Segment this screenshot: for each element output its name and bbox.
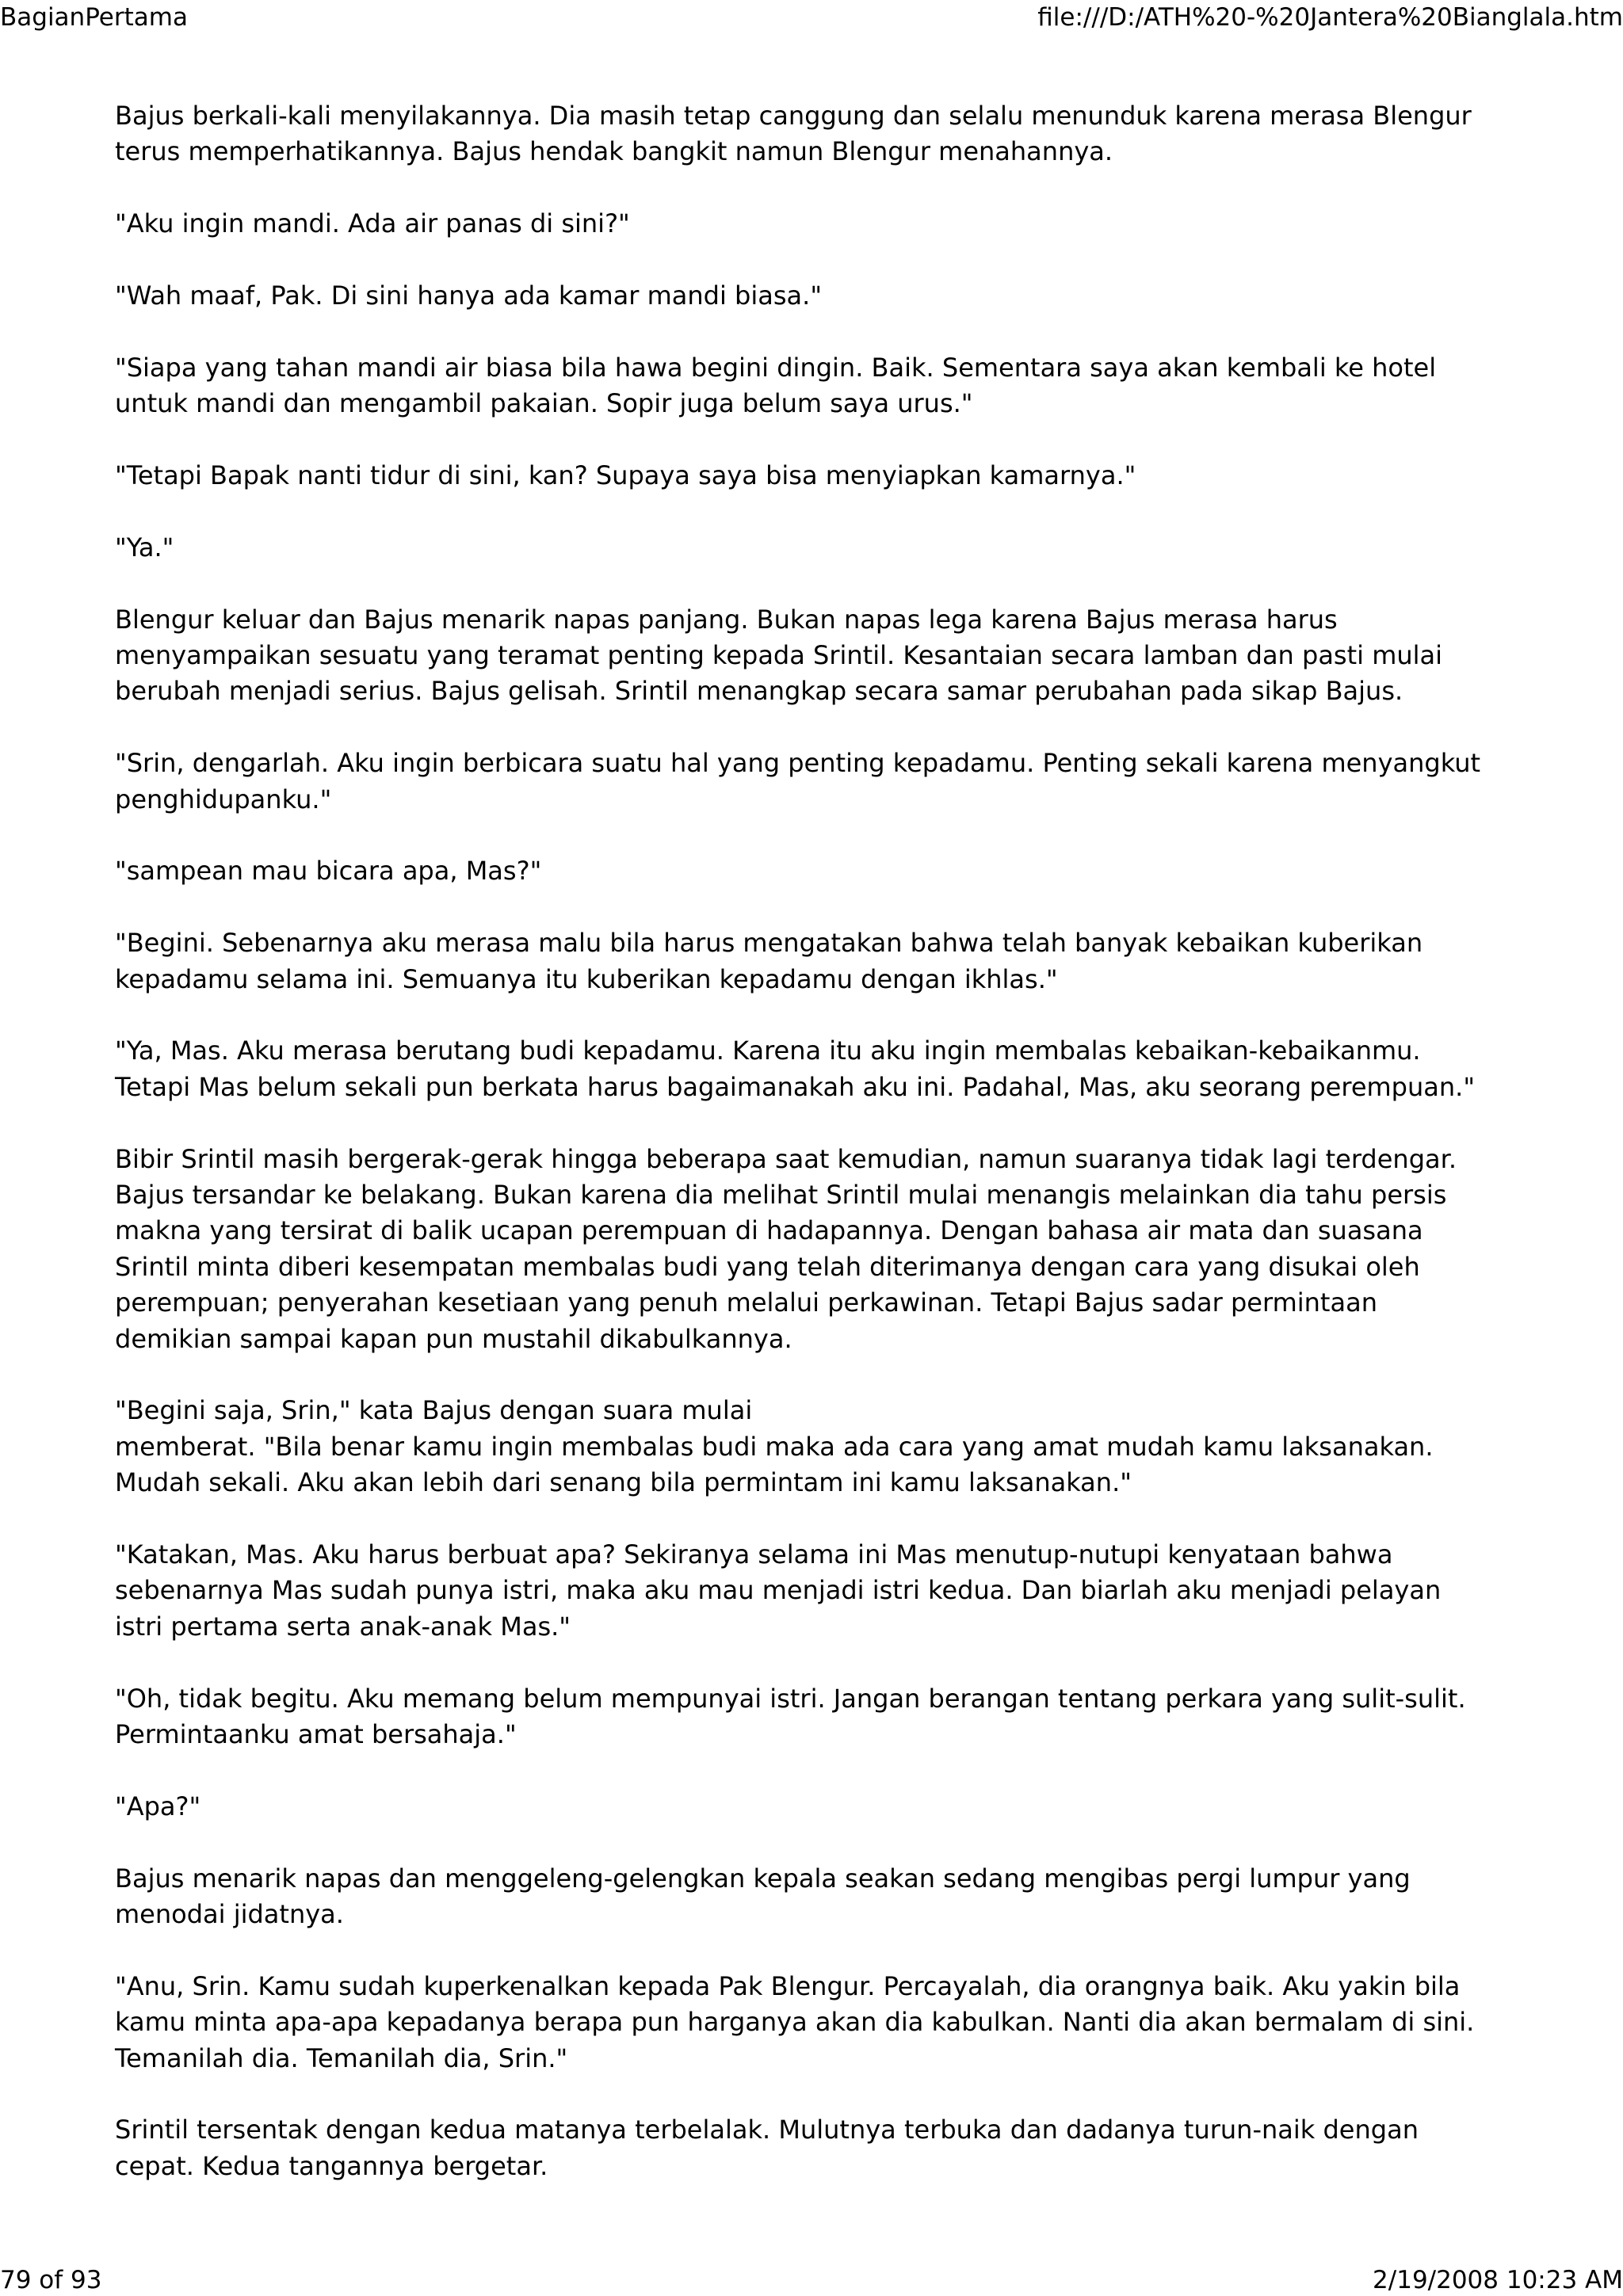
paragraph: Blengur keluar dan Bajus menarik napas panjang. Bukan napas lega karena Bajus merasa harus menyampaikan sesuatu yang teramat penting kepada Srintil. Kesantaian secara lamban dan pasti mulai berubah menjadi serius. Bajus gelisah. Srintil menangkap secara samar perubahan pada sikap Bajus. — [115, 604, 1443, 707]
paragraph: Srintil tersentak dengan kedua matanya terbelalak. Mulutnya terbuka dan dadanya turun-naik dengan cepat. Kedua tangannya bergetar. — [115, 2115, 1419, 2181]
paragraph: "Ya, Mas. Aku merasa berutang budi kepadamu. Karena itu aku ingin membalas kebaikan-kebaikanmu. Tetapi Mas belum sekali pun berkata harus bagaimanakah aku ini. Padahal, Mas, aku seorang perempuan." — [115, 1035, 1476, 1102]
paragraph: "Siapa yang tahan mandi air biasa bila hawa begini dingin. Baik. Sementara saya akan kembali ke hotel untuk mandi dan mengambil pakaian. Sopir juga belum saya urus." — [115, 352, 1437, 419]
paragraph: "Wah maaf, Pak. Di sini hanya ada kamar mandi biasa." — [115, 280, 823, 311]
paragraph: "Ya." — [115, 532, 174, 563]
paragraph: "Begini saja, Srin," kata Bajus dengan suara mulai memberat. "Bila benar kamu ingin membalas budi maka ada cara yang amat mudah kamu laksanakan. Mudah sekali. Aku akan lebih dari senang bila permintam ini kamu laksanakan." — [115, 1395, 1434, 1498]
paragraph: "Begini. Sebenarnya aku merasa malu bila harus mengatakan bahwa telah banyak kebaikan kuberikan kepadamu selama ini. Semuanya itu kuberikan kepadamu dengan ikhlas." — [115, 928, 1423, 994]
document-body — [115, 98, 1510, 2221]
paragraph: "Apa?" — [115, 1791, 201, 1821]
print-datetime: 2/19/2008 10:23 AM — [1373, 2266, 1623, 2294]
page-title: BagianPertama — [0, 3, 188, 32]
paragraph: Bajus berkali-kali menyilakannya. Dia masih tetap canggung dan selalu menunduk karena merasa Blengur terus memperhatikannya. Bajus hendak bangkit namun Blengur menahannya. — [115, 101, 1472, 167]
paragraph: "Oh, tidak begitu. Aku memang belum mempunyai istri. Jangan berangan tentang perkara yang sulit-sulit. Permintaanku amat bersahaja." — [115, 1683, 1466, 1750]
print-footer — [0, 2264, 1623, 2296]
paragraph: "Aku ingin mandi. Ada air panas di sini?" — [115, 208, 630, 239]
page-number: 79 of 93 — [0, 2266, 102, 2294]
page-url: file:///D:/ATH%20-%20Jantera%20Bianglala.htm — [1037, 3, 1623, 32]
print-header — [0, 2, 1623, 33]
paragraph: "sampean mau bicara apa, Mas?" — [115, 856, 542, 887]
paragraph: "Tetapi Bapak nanti tidur di sini, kan? Supaya saya bisa menyiapkan kamarnya." — [115, 460, 1136, 490]
paragraph: "Srin, dengarlah. Aku ingin berbicara suatu hal yang penting kepadamu. Penting sekali karena menyangkut penghidupanku." — [115, 748, 1481, 814]
paragraph: Bajus menarik napas dan menggeleng-gelengkan kepala seakan sedang mengibas pergi lumpur yang menodai jidatnya. — [115, 1863, 1411, 1930]
paragraph: "Katakan, Mas. Aku harus berbuat apa? Sekiranya selama ini Mas menutup-nutupi kenyataan bahwa sebenarnya Mas sudah punya istri, maka aku mau menjadi istri kedua. Dan biarlah aku menjadi pelayan istri pertama serta anak-anak Mas." — [115, 1539, 1442, 1642]
paragraph: "Anu, Srin. Kamu sudah kuperkenalkan kepada Pak Blengur. Percayalah, dia orangnya baik. Aku yakin bila kamu minta apa-apa kepadanya berapa pun harganya akan dia kabulkan. Nanti dia akan bermalam di sini. Temanilah dia. Temanilah dia, Srin." — [115, 1970, 1475, 2073]
paragraph: Bibir Srintil masih bergerak-gerak hingga beberapa saat kemudian, namun suaranya tidak lagi terdengar. Bajus tersandar ke belakang. Bukan karena dia melihat Srintil mulai menangis melainkan dia tahu persis makna yang tersirat di balik ucapan perempuan di hadapannya. Dengan bahasa air mata dan suasana Srintil minta diberi kesempatan membalas budi yang telah diterimanya dengan cara yang disukai oleh perempuan; penyerahan kesetiaan yang penuh melalui perkawinan. Tetapi Bajus sadar permintaan demikian sampai kapan pun mustahil dikabulkannya. — [115, 1143, 1457, 1354]
